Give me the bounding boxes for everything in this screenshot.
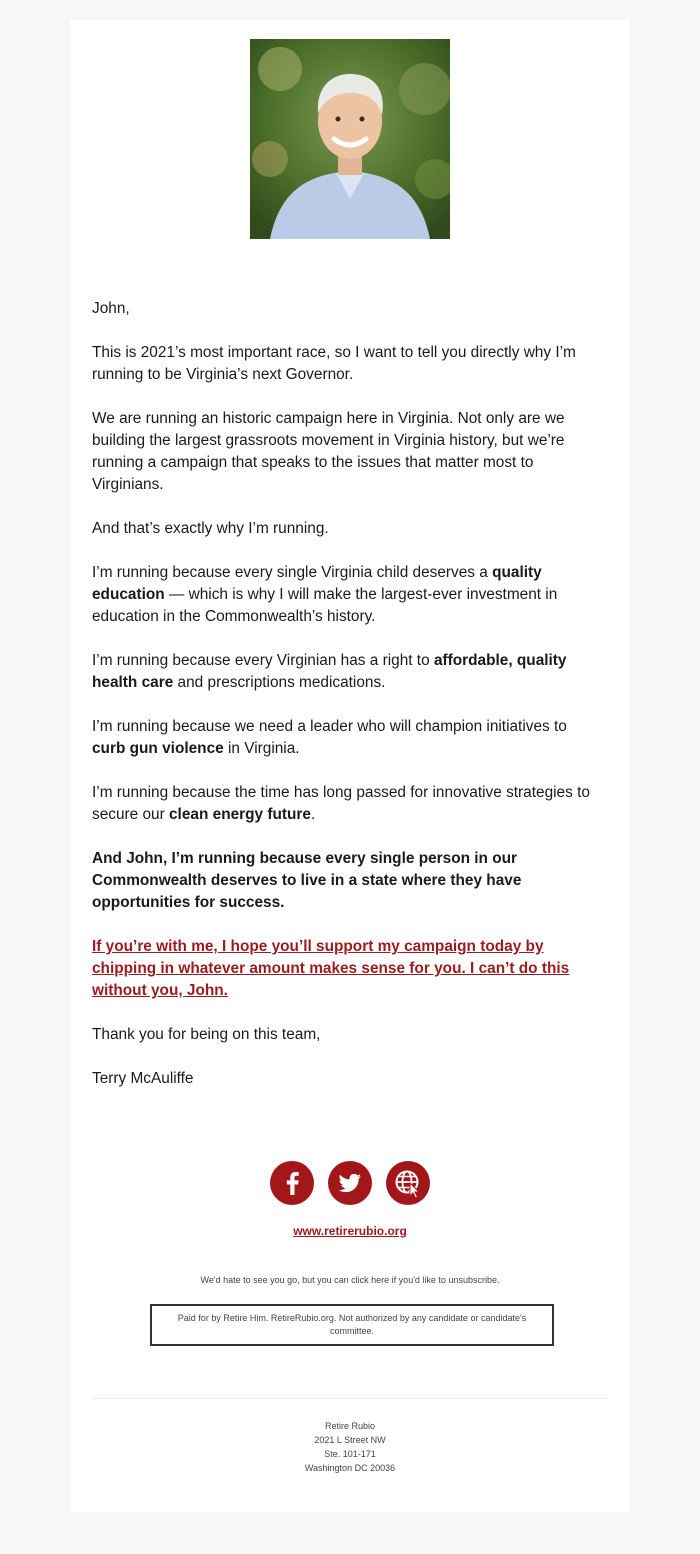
email-card bbox=[70, 20, 630, 1512]
address-line: Ste. 101-171 bbox=[324, 1449, 376, 1459]
address-line: Washington DC 20036 bbox=[304, 1463, 396, 1473]
website-link-row bbox=[70, 1224, 630, 1238]
disclaimer-text: Paid for by Retire Him. RetireRubio.org. Not authorized by any candidate or candidate's committee. bbox=[177, 1313, 527, 1336]
text-run: . bbox=[310, 806, 316, 823]
letter-body bbox=[92, 298, 602, 1112]
text-run: I’m running because every Virginian has a right to bbox=[92, 652, 434, 669]
twitter-icon bbox=[328, 1161, 372, 1205]
paragraph: This is 2021’s most important race, so I want to tell you directly why I’m running to be Virginia’s next Governor. bbox=[92, 344, 576, 383]
donate-paragraph bbox=[92, 936, 602, 1002]
divider bbox=[92, 1398, 608, 1399]
candidate-photo-image bbox=[250, 39, 450, 239]
text-run: I’m running because we need a leader who will champion initiatives to bbox=[92, 718, 567, 735]
mailing-address bbox=[70, 1419, 630, 1475]
unsubscribe-link[interactable]: We'd hate to see you go, but you can click here if you'd like to unsubscribe. bbox=[200, 1275, 500, 1285]
paragraph: We are running an historic campaign here in Virginia. Not only are we building the largest grassroots movement in Virginia history, but we’re running a campaign that speaks to the issues that matter most to Virginians. bbox=[92, 410, 565, 493]
text-run: I’m running because the time has long passed for innovative strategies to secure our bbox=[92, 784, 590, 823]
paragraph bbox=[92, 716, 602, 760]
facebook-icon bbox=[270, 1161, 314, 1205]
text-run: — which is why I will make the largest-ever investment in education in the Commonwealth’s history. bbox=[92, 586, 558, 625]
unsubscribe-notice bbox=[70, 1275, 630, 1285]
bold-text: affordable, quality health care bbox=[92, 652, 567, 691]
donate-link[interactable]: If you’re with me, I hope you’ll support my campaign today by chipping in whatever amount makes sense for you. I can’t do this without you, John. bbox=[92, 938, 570, 999]
paragraph bbox=[92, 562, 602, 628]
social-links bbox=[270, 1161, 430, 1207]
bold-text: And John, I’m running because every single person in our Commonwealth deserves to live in a state where they have opportunities for success. bbox=[92, 850, 522, 911]
candidate-photo bbox=[250, 39, 450, 239]
paragraph bbox=[92, 650, 602, 694]
address-line: Retire Rubio bbox=[324, 1421, 376, 1431]
text-run: I’m running because every single Virginia child deserves a bbox=[92, 564, 493, 581]
greeting: John, bbox=[92, 300, 130, 317]
paragraph-bold bbox=[92, 848, 602, 914]
text-run: in Virginia. bbox=[223, 740, 300, 757]
globe-icon bbox=[386, 1161, 430, 1205]
twitter-button[interactable] bbox=[328, 1161, 372, 1205]
website-button[interactable] bbox=[386, 1161, 430, 1205]
facebook-button[interactable] bbox=[270, 1161, 314, 1205]
paragraph: And that’s exactly why I’m running. bbox=[92, 520, 329, 537]
bold-text: curb gun violence bbox=[92, 740, 224, 757]
paid-for-disclaimer bbox=[150, 1304, 554, 1346]
closing: Thank you for being on this team, bbox=[92, 1026, 321, 1043]
signature: Terry McAuliffe bbox=[92, 1070, 194, 1087]
paragraph bbox=[92, 782, 602, 826]
bold-text: quality education bbox=[92, 564, 542, 603]
address-line: 2021 L Street NW bbox=[314, 1435, 386, 1445]
bold-text: clean energy future bbox=[169, 806, 311, 823]
website-link[interactable]: www.retirerubio.org bbox=[293, 1224, 407, 1238]
text-run: and prescriptions medications. bbox=[173, 674, 386, 691]
